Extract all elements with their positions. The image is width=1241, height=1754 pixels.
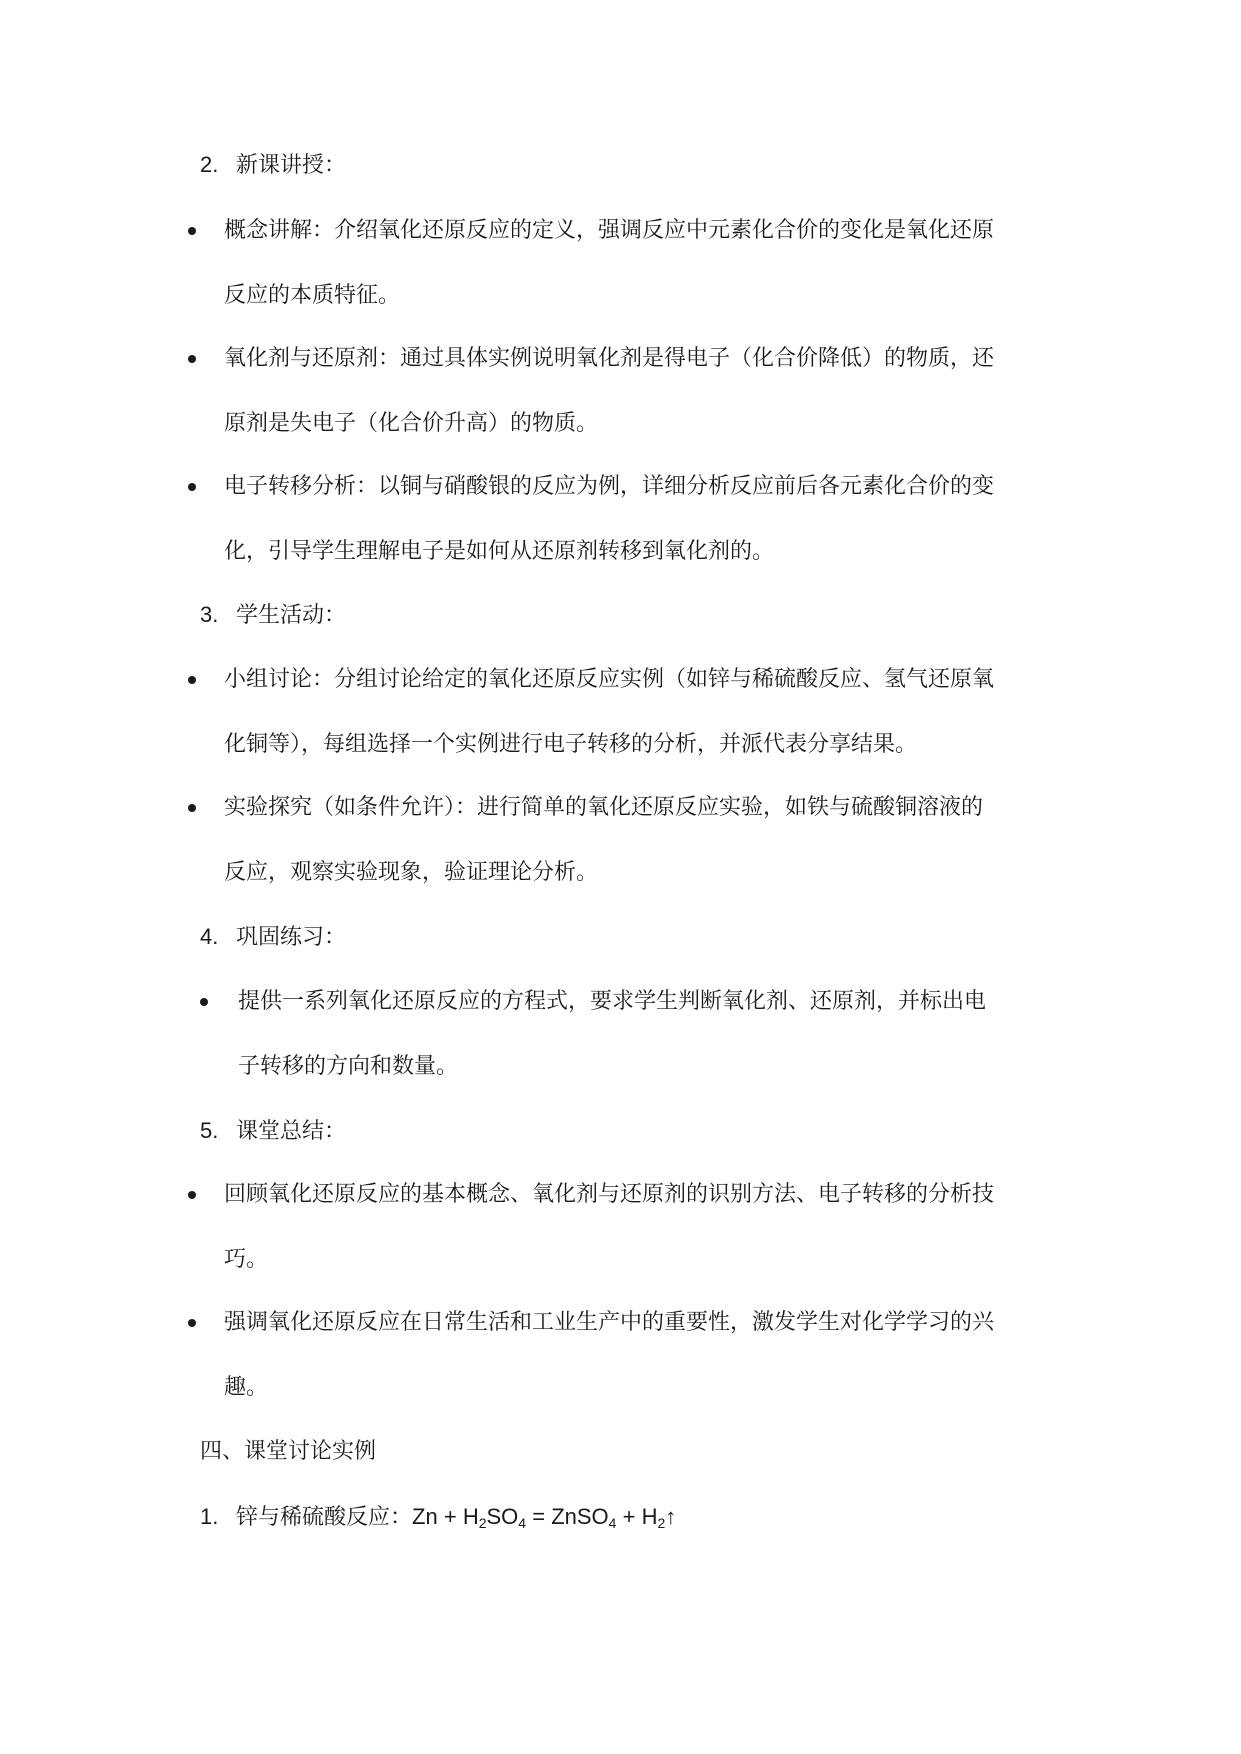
- bullet-text-line: 原剂是失电子（化合价升高）的物质。: [224, 411, 599, 436]
- section-number: 4.: [200, 924, 219, 949]
- eq-subscript: 4: [518, 1515, 527, 1531]
- bullet-dot: [188, 227, 196, 235]
- bullet-text-line: 化，引导学生理解电子是如何从还原剂转移到氧化剂的。: [224, 539, 775, 564]
- bullet-dot: [188, 355, 196, 363]
- bullet-text-line: 概念讲解：介绍氧化还原反应的定义，强调反应中元素化合价的变化是氧化还原: [224, 218, 995, 243]
- eq-product-znso: ZnSO: [551, 1504, 609, 1529]
- section-title: 巩固练习：: [236, 925, 347, 950]
- eq-subscript: 2: [478, 1515, 487, 1531]
- bullet-text-line: 小组讨论：分组讨论给定的氧化还原反应实例（如锌与稀硫酸反应、氢气还原氧: [224, 667, 995, 692]
- section-heading-2: [200, 150, 346, 181]
- bullet-dot: [188, 1191, 196, 1199]
- bullet-text-line: 氧化剂与还原剂：通过具体实例说明氧化剂是得电子（化合价降低）的物质，还: [224, 346, 995, 371]
- eq-plus: +: [443, 1504, 457, 1529]
- eq-reactant-zn: Zn: [412, 1504, 438, 1529]
- bullet-dot: [188, 804, 196, 812]
- bullet-dot: [188, 676, 196, 684]
- eq-plus: +: [622, 1504, 636, 1529]
- bullet-text-line: 反应，观察实验现象，验证理论分析。: [224, 860, 599, 885]
- bullet-dot: [200, 998, 208, 1006]
- eq-subscript: 2: [657, 1515, 666, 1531]
- eq-reactant-so: SO: [486, 1504, 519, 1529]
- section-number: 5.: [200, 1118, 219, 1143]
- bullet-text-line: 提供一系列氧化还原反应的方程式，要求学生判断氧化剂、还原剂，并标出电: [238, 989, 987, 1014]
- section-title: 课堂总结：: [236, 1119, 347, 1144]
- bullet-text-line: 巧。: [224, 1247, 269, 1272]
- eq-reactant-h: H: [462, 1504, 479, 1529]
- section-number: 2.: [200, 152, 219, 177]
- bullet-text-line: 趣。: [224, 1375, 269, 1400]
- eq-equals: =: [532, 1504, 546, 1529]
- example-number: 1.: [200, 1504, 219, 1529]
- bullet-text-line: 回顾氧化还原反应的基本概念、氧化剂与还原剂的识别方法、电子转移的分析技: [224, 1182, 995, 1207]
- section-number: 3.: [200, 602, 219, 627]
- section-heading-4: [200, 922, 346, 953]
- bullet-text-line: 强调氧化还原反应在日常生活和工业生产中的重要性，激发学生对化学学习的兴: [224, 1310, 995, 1335]
- section-heading-5: [200, 1116, 346, 1147]
- bullet-dot: [188, 1319, 196, 1327]
- example-label: 锌与稀硫酸反应：: [236, 1505, 413, 1530]
- bullet-text-line: 电子转移分析：以铜与硝酸银的反应为例，详细分析反应前后各元素化合价的变: [224, 474, 995, 499]
- gas-arrow-icon: ↑: [665, 1504, 677, 1529]
- eq-product-h: H: [641, 1504, 658, 1529]
- bullet-text-line: 子转移的方向和数量。: [238, 1054, 459, 1079]
- section-heading-3: [200, 600, 346, 631]
- section-title: 学生活动：: [236, 603, 347, 628]
- eq-subscript: 4: [608, 1515, 617, 1531]
- bullet-text-line: 实验探究（如条件允许）：进行简单的氧化还原反应实验，如铁与硫酸铜溶液的: [224, 795, 984, 820]
- chemical-equation: [412, 1504, 676, 1529]
- bullet-text-line: 化铜等），每组选择一个实例进行电子转移的分析，并派代表分享结果。: [224, 732, 918, 757]
- part-heading: 四、课堂讨论实例: [200, 1439, 377, 1464]
- section-title: 新课讲授：: [236, 153, 347, 178]
- bullet-text-line: 反应的本质特征。: [224, 283, 401, 308]
- example-line: [200, 1502, 676, 1538]
- bullet-dot: [188, 483, 196, 491]
